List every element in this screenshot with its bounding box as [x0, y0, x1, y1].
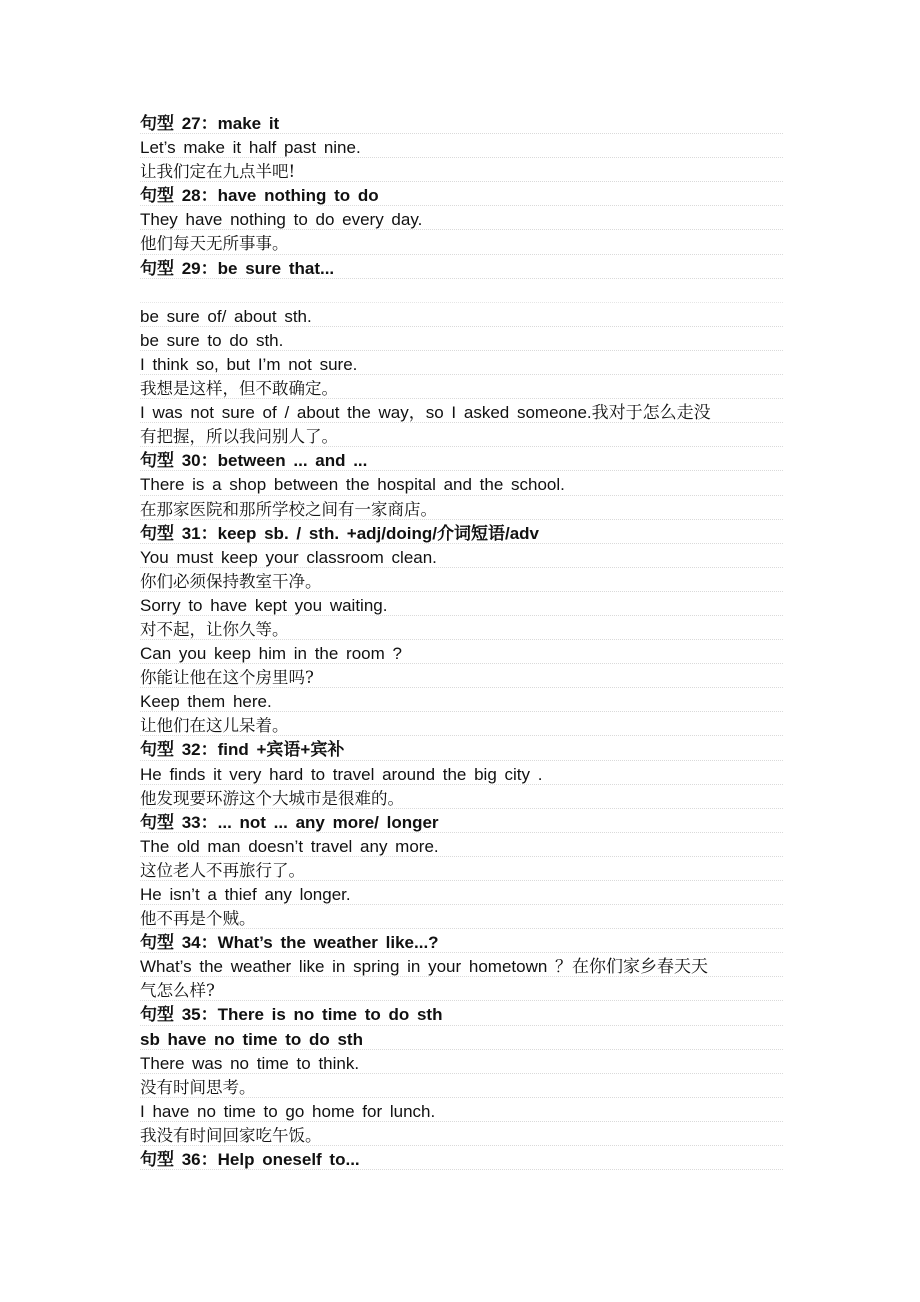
- example-sentence: Can you keep him in the room ?: [140, 642, 783, 666]
- translation-text: 让他们在这儿呆着。: [140, 714, 783, 738]
- example-sentence: I have no time to go home for lunch.: [140, 1100, 783, 1124]
- example-sentence: The old man doesn’t travel any more.: [140, 835, 783, 859]
- example-sentence: What’s the weather like in spring in your hometown ？在你们家乡春天天: [140, 955, 783, 979]
- blank-line: [140, 281, 783, 305]
- pattern-27-heading: 句型 27：make it: [140, 112, 783, 136]
- example-sentence: I was not sure of / about the way，so I asked someone.我对于怎么走没: [140, 401, 783, 425]
- translation-text: 他不再是个贼。: [140, 907, 783, 931]
- translation-text: 让我们定在九点半吧!: [140, 160, 783, 184]
- translation-text: 你们必须保持教室干净。: [140, 570, 783, 594]
- translation-text: 我想是这样，但不敢确定。: [140, 377, 783, 401]
- translation-text: 我没有时间回家吃午饭。: [140, 1124, 783, 1148]
- translation-text: 他们每天无所事事。: [140, 232, 783, 256]
- example-sentence: He finds it very hard to travel around the big city .: [140, 763, 783, 787]
- pattern-30-heading: 句型 30：between ... and ...: [140, 449, 783, 473]
- translation-text: 他发现要环游这个大城市是很难的。: [140, 787, 783, 811]
- translation-text: 气怎么样?: [140, 979, 783, 1003]
- translation-text: 没有时间思考。: [140, 1076, 783, 1100]
- pattern-36-heading: 句型 36：Help oneself to...: [140, 1148, 783, 1172]
- document-page: [140, 112, 783, 1172]
- translation-text: 你能让他在这个房里吗?: [140, 666, 783, 690]
- example-sentence: Keep them here.: [140, 690, 783, 714]
- translation-text: 对不起，让你久等。: [140, 618, 783, 642]
- example-sentence: He isn’t a thief any longer.: [140, 883, 783, 907]
- pattern-33-heading: 句型 33：... not ... any more/ longer: [140, 811, 783, 835]
- example-sentence: You must keep your classroom clean.: [140, 546, 783, 570]
- translation-text: 在那家医院和那所学校之间有一家商店。: [140, 498, 783, 522]
- pattern-35-variant-heading: sb have no time to do sth: [140, 1028, 783, 1052]
- example-sentence: be sure to do sth.: [140, 329, 783, 353]
- pattern-28-heading: 句型 28：have nothing to do: [140, 184, 783, 208]
- example-sentence: They have nothing to do every day.: [140, 208, 783, 232]
- example-sentence: I think so, but I’m not sure.: [140, 353, 783, 377]
- example-sentence: There was no time to think.: [140, 1052, 783, 1076]
- translation-text: 这位老人不再旅行了。: [140, 859, 783, 883]
- pattern-32-heading: 句型 32：find +宾语+宾补: [140, 738, 783, 762]
- pattern-31-heading: 句型 31：keep sb. / sth. +adj/doing/介词短语/adv: [140, 522, 783, 546]
- translation-text: 有把握，所以我问别人了。: [140, 425, 783, 449]
- pattern-34-heading: 句型 34：What’s the weather like...?: [140, 931, 783, 955]
- example-sentence: There is a shop between the hospital and the school.: [140, 473, 783, 497]
- example-sentence: be sure of/ about sth.: [140, 305, 783, 329]
- example-sentence: Let’s make it half past nine.: [140, 136, 783, 160]
- pattern-35-heading: 句型 35：There is no time to do sth: [140, 1003, 783, 1027]
- example-sentence: Sorry to have kept you waiting.: [140, 594, 783, 618]
- pattern-29-heading: 句型 29：be sure that...: [140, 257, 783, 281]
